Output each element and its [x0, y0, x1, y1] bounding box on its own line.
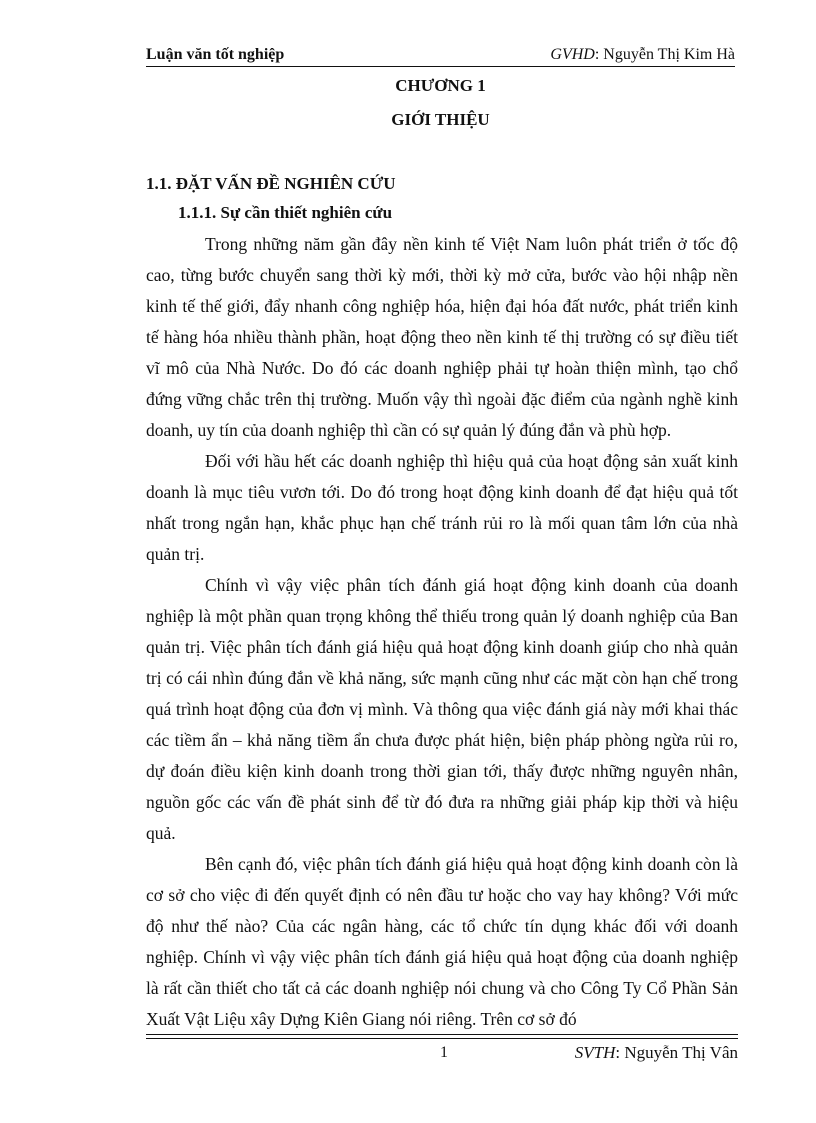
- paragraph: Đối với hầu hết các doanh nghiệp thì hiệu quả của hoạt động sản xuất kinh doanh là mục tiêu vươn tới. Do đó trong hoạt động kinh doanh để đạt hiệu quả tốt nhất trong ngắn hạn, khắc phục hạn chế tránh rủi ro là mối quan tâm lớn của nhà quản trị.: [146, 451, 738, 564]
- section-heading: 1.1. ĐẶT VẤN ĐỀ NGHIÊN CỨU: [146, 174, 396, 193]
- chapter-title: GIỚI THIỆU: [391, 110, 490, 129]
- header-divider: [146, 66, 735, 67]
- page-number: 1: [440, 1044, 448, 1061]
- chapter-number: CHƯƠNG 1: [395, 76, 486, 95]
- body-text: [146, 229, 738, 1035]
- advisor-abbrev: GVHD: [550, 46, 595, 63]
- footer-divider: [146, 1034, 738, 1035]
- paragraph: Chính vì vậy việc phân tích đánh giá hoạt động kinh doanh của doanh nghiệp là một phần quan trọng không thể thiếu trong quản lý doanh nghiệp của Ban quản trị. Việc phân tích đánh giá hiệu quả hoạt động kinh doanh giúp cho nhà quản trị có cái nhìn đúng đắn về khả năng, sức mạnh cũng như các mặt còn hạn chế trong quá trình hoạt động của đơn vị mình. Và thông qua việc đánh giá này mới khai thác các tiềm ẩn – khả năng tiềm ẩn chưa được phát hiện, biện pháp phòng ngừa rủi ro, dự đoán điều kiện kinh doanh trong thời gian tới, thấy được những nguyên nhân, nguồn gốc các vấn đề phát sinh để từ đó đưa ra những giải pháp kịp thời và hiệu quả.: [146, 575, 738, 843]
- student-abbrev: SVTH: [574, 1043, 616, 1062]
- footer-divider-thin: [146, 1038, 738, 1039]
- student-label: [575, 1043, 738, 1063]
- advisor-label: [550, 46, 735, 64]
- student-name: : Nguyễn Thị Vân: [615, 1043, 738, 1062]
- subsection-heading: 1.1.1. Sự cần thiết nghiên cứu: [178, 203, 393, 222]
- paragraph: Trong những năm gần đây nền kinh tế Việt Nam luôn phát triển ở tốc độ cao, từng bước chuyển sang thời kỳ mới, thời kỳ mở cửa, bước vào hội nhập nền kinh tế thế giới, đẩy nhanh công nghiệp hóa, hiện đại hóa đất nước, phát triển kinh tế hàng hóa nhiều thành phần, hoạt động theo nền kinh tế thị trường có sự điều tiết vĩ mô của Nhà Nước. Do đó các doanh nghiệp phải tự hoàn thiện mình, tạo chổ đứng vững chắc trên thị trường. Muốn vậy thì ngoài đặc điểm của ngành nghề kinh doanh, uy tín của doanh nghiệp thì cần có sự quản lý đúng đắn và phù hợp.: [146, 234, 738, 440]
- paragraph: Bên cạnh đó, việc phân tích đánh giá hiệu quả hoạt động kinh doanh còn là cơ sở cho việc đi đến quyết định có nên đầu tư hoặc cho vay hay không? Với mức độ như thế nào? Của các ngân hàng, các tổ chức tín dụng khác đối với doanh nghiệp. Chính vì vậy việc phân tích đánh giá hiệu quả hoạt động của doanh nghiệp là rất cần thiết cho tất cả các doanh nghiệp nói chung và cho Công Ty Cổ Phần Sản Xuất Vật Liệu xây Dựng Kiên Giang nói riêng. Trên cơ sở đó: [146, 854, 738, 1029]
- thesis-label: Luận văn tốt nghiệp: [146, 46, 285, 63]
- page-header: [146, 46, 735, 68]
- advisor-name: : Nguyễn Thị Kim Hà: [594, 46, 735, 63]
